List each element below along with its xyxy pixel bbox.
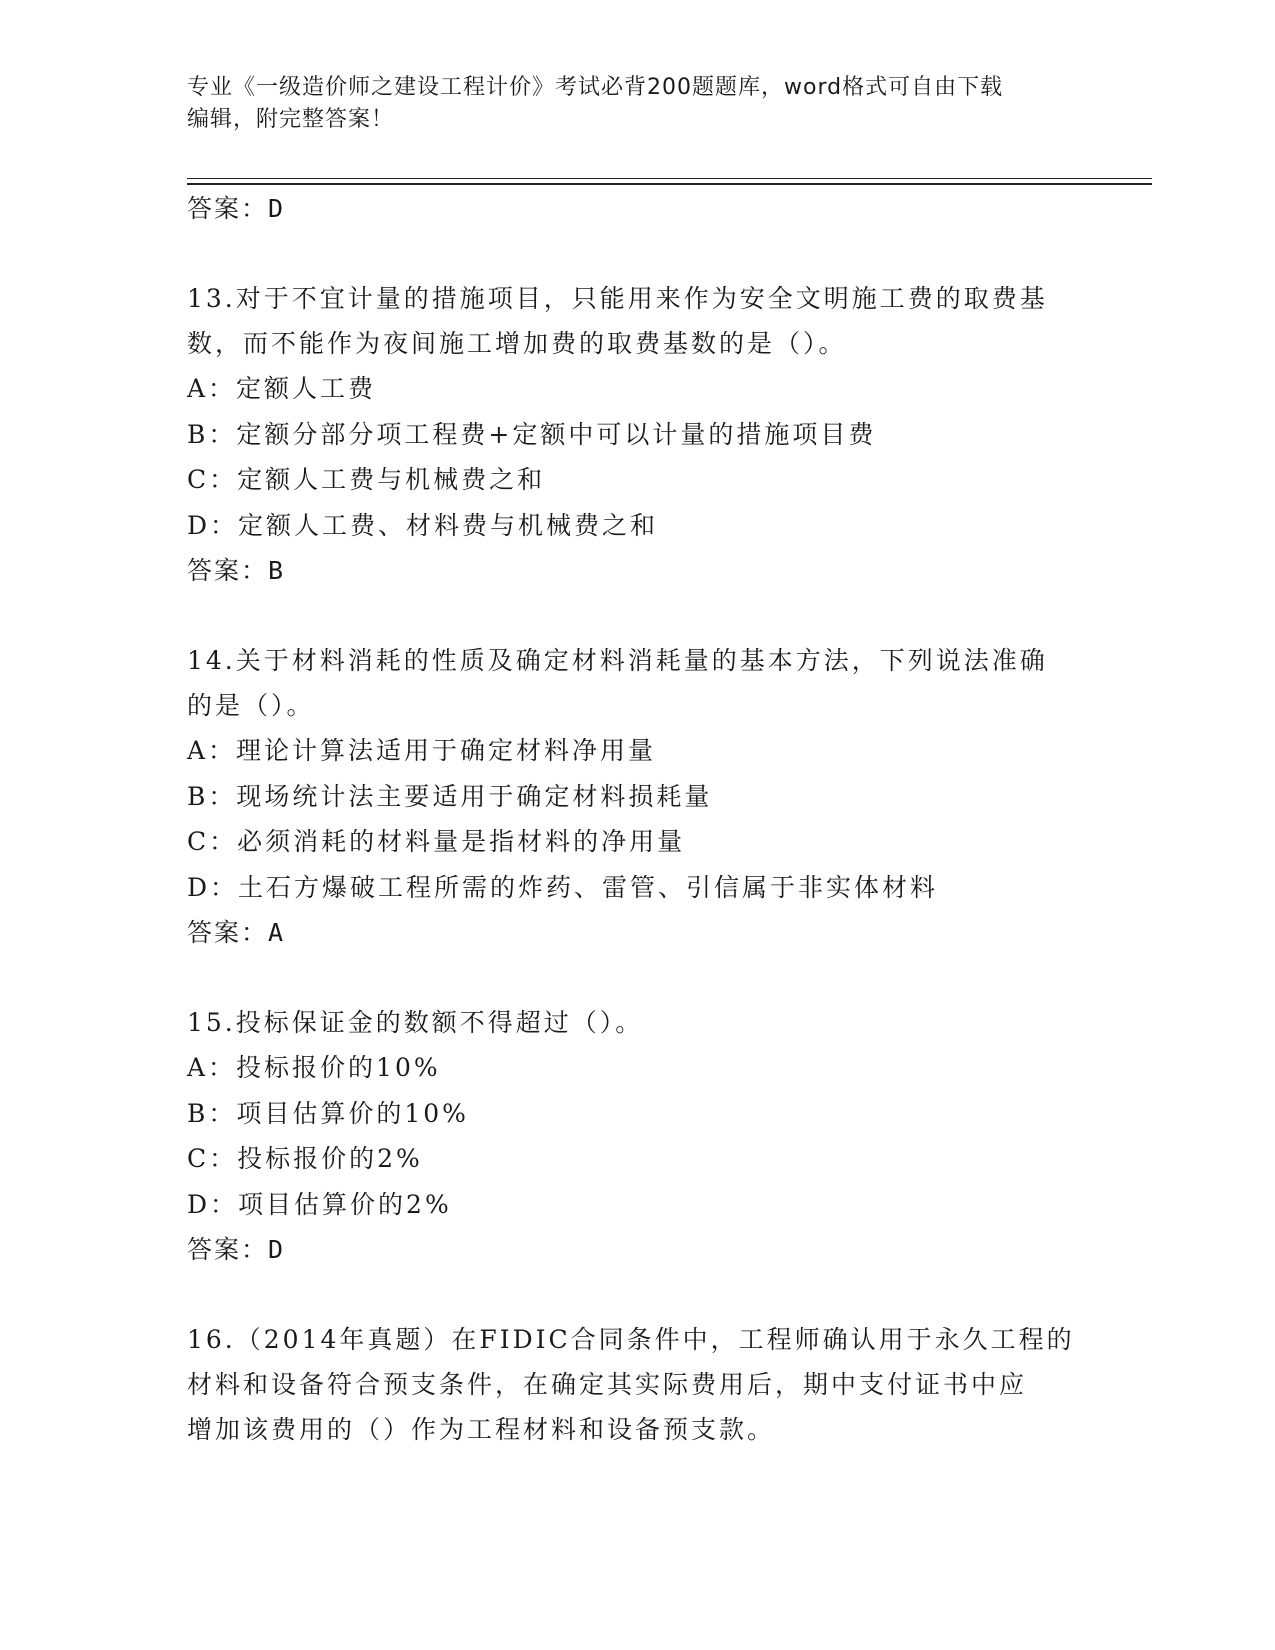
question-16 xyxy=(187,1317,1087,1452)
answer-value: D xyxy=(268,194,284,223)
option-c: C：定额人工费与机械费之和 xyxy=(187,465,546,494)
question-15 xyxy=(187,1000,1087,1273)
document-body xyxy=(187,186,1087,1452)
option-c: C：必须消耗的材料量是指材料的净用量 xyxy=(187,827,686,856)
answer-line xyxy=(187,1227,1087,1273)
question-stem-line: 13.对于不宜计量的措施项目，只能用来作为安全文明施工费的取费基 xyxy=(187,284,1048,313)
answer-label: 答案： xyxy=(187,918,269,947)
header-line-2: 编辑，附完整答案！ xyxy=(187,107,395,132)
question-stem-line: 16.（2014年真题）在FIDIC合同条件中，工程师确认用于永久工程的 xyxy=(187,1325,1075,1354)
option-b: B：项目估算价的10% xyxy=(187,1098,469,1128)
answer-line xyxy=(187,910,1087,956)
option-a: A：投标报价的10% xyxy=(187,1053,441,1082)
question-stem-line: 15.投标保证金的数额不得超过（）。 xyxy=(187,1008,644,1037)
option-a: A：定额人工费 xyxy=(187,374,377,403)
answer-value: B xyxy=(268,556,284,585)
answer-value: A xyxy=(268,918,284,947)
question-stem-line: 材料和设备符合预支条件，在确定其实际费用后，期中支付证书中应 xyxy=(187,1370,1028,1399)
option-d: D：土石方爆破工程所需的炸药、雷管、引信属于非实体材料 xyxy=(187,872,939,902)
answer-line xyxy=(187,548,1087,594)
question-stem-line: 14.关于材料消耗的性质及确定材料消耗量的基本方法，下列说法准确 xyxy=(187,646,1048,675)
option-d: D：项目估算价的2% xyxy=(187,1189,452,1219)
answer-value: D xyxy=(268,1235,284,1264)
option-b: B：定额分部分项工程费+定额中可以计量的措施项目费 xyxy=(187,419,877,449)
question-stem-line: 增加该费用的（）作为工程材料和设备预支款。 xyxy=(187,1415,776,1444)
answer-label: 答案： xyxy=(187,194,269,223)
answer-line xyxy=(187,186,1087,232)
option-a: A：理论计算法适用于确定材料净用量 xyxy=(187,736,657,765)
option-d: D：定额人工费、材料费与机械费之和 xyxy=(187,510,659,540)
question-13 xyxy=(187,276,1087,594)
question-stem-line: 数，而不能作为夜间施工增加费的取费基数的是（）。 xyxy=(187,329,847,358)
answer-label: 答案： xyxy=(187,556,269,585)
question-14 xyxy=(187,638,1087,956)
question-stem-line: 的是（）。 xyxy=(187,691,315,720)
header-line-1: 专业《一级造价师之建设工程计价》考试必背200题题库，word格式可自由下载 xyxy=(187,75,1004,100)
page-header xyxy=(187,72,1087,136)
answer-label: 答案： xyxy=(187,1235,269,1264)
option-c: C：投标报价的2% xyxy=(187,1144,423,1173)
header-divider xyxy=(187,178,1152,185)
option-b: B：现场统计法主要适用于确定材料损耗量 xyxy=(187,781,713,811)
